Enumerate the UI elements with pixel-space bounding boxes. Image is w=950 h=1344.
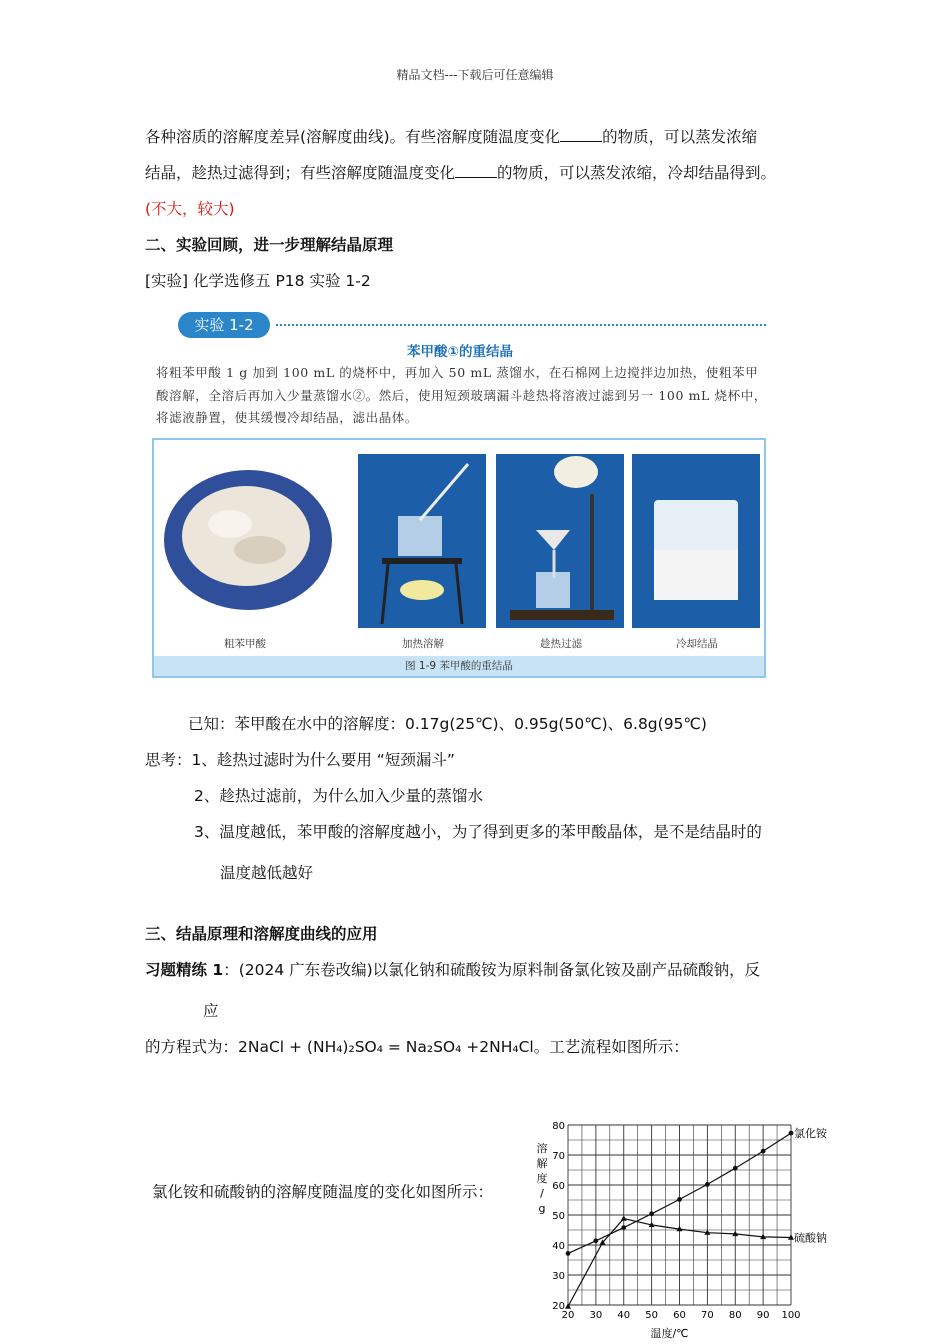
x-tick-label: 80 bbox=[728, 1310, 742, 1321]
y-axis-label-char: 度 bbox=[536, 1172, 548, 1185]
figure-caption: 图 1-9 苯甲酸的重结晶 bbox=[154, 656, 764, 676]
dotted-rule bbox=[276, 324, 766, 326]
answer-text: (不大，较大) bbox=[145, 200, 235, 218]
exercise-1-continued: 应 bbox=[203, 1002, 219, 1020]
data-point-circle bbox=[593, 1238, 598, 1243]
data-point-circle bbox=[761, 1149, 766, 1154]
y-tick-label: 50 bbox=[552, 1211, 565, 1222]
blank-1 bbox=[560, 127, 602, 142]
data-point-triangle bbox=[621, 1215, 627, 1220]
x-tick-label: 30 bbox=[589, 1310, 603, 1321]
x-tick-label: 60 bbox=[673, 1310, 686, 1321]
y-tick-label: 30 bbox=[552, 1271, 565, 1282]
crude-benzoic-acid-photo bbox=[160, 454, 336, 628]
heating-dissolve-photo bbox=[358, 454, 486, 628]
data-point-circle bbox=[705, 1182, 710, 1187]
series-label-2: 硫酸钠 bbox=[794, 1231, 827, 1245]
data-point-triangle bbox=[565, 1303, 571, 1308]
exercise-1-label: 习题精练 1 bbox=[145, 961, 224, 979]
x-tick-label: 90 bbox=[756, 1310, 770, 1321]
y-axis-label-char: / bbox=[540, 1187, 544, 1200]
chart-grid bbox=[568, 1125, 791, 1305]
caption-hot-filtration: 趁热过滤 bbox=[540, 638, 582, 650]
solubility-chart bbox=[536, 1116, 836, 1340]
x-tick-label: 40 bbox=[617, 1310, 631, 1321]
question-1: 思考：1、趁热过滤时为什么要用 “短颈漏斗” bbox=[145, 751, 455, 769]
y-axis-label-char: 溶 bbox=[536, 1142, 548, 1155]
data-point-circle bbox=[649, 1211, 654, 1216]
question-2: 2、趁热过滤前，为什么加入少量的蒸馏水 bbox=[194, 787, 483, 805]
section-3-heading: 三、结晶原理和溶解度曲线的应用 bbox=[145, 925, 378, 943]
y-axis-label-char: g bbox=[538, 1202, 546, 1215]
data-point-circle bbox=[789, 1131, 794, 1136]
data-point-circle bbox=[677, 1197, 682, 1202]
y-tick-label: 20 bbox=[552, 1301, 565, 1312]
x-axis-label: 温度/℃ bbox=[650, 1327, 689, 1340]
paragraph-line-1: 各种溶质的溶解度差异(溶解度曲线)。有些溶解度随温度变化 的物质，可以蒸发浓缩 bbox=[145, 128, 758, 146]
chart-series bbox=[565, 1126, 828, 1309]
chart-intro: 氯化铵和硫酸钠的溶解度随温度的变化如图所示： bbox=[152, 1183, 494, 1201]
caption-crude-benzoic-acid: 粗苯甲酸 bbox=[224, 638, 266, 650]
experiment-ref: [实验] 化学选修五 P18 实验 1-2 bbox=[145, 272, 371, 290]
y-tick-label: 60 bbox=[552, 1181, 565, 1192]
paragraph-line-2: 结晶，趁热过滤得到；有些溶解度随温度变化 的物质，可以蒸发浓缩，冷却结晶得到。 bbox=[145, 164, 777, 182]
reaction-equation: 的方程式为：2NaCl + (NH₄)₂SO₄ = Na₂SO₄ +2NH₄Cl。工艺流程如图所示： bbox=[145, 1038, 689, 1056]
y-tick-label: 80 bbox=[552, 1121, 565, 1132]
page-header: 精品文档---下载后可任意编辑 bbox=[396, 68, 554, 82]
x-tick-label: 20 bbox=[561, 1310, 575, 1321]
y-tick-label: 40 bbox=[552, 1241, 565, 1252]
caption-cooling-crystallization: 冷却结晶 bbox=[676, 638, 718, 650]
x-tick-label: 70 bbox=[701, 1310, 714, 1321]
x-tick-label: 50 bbox=[645, 1310, 658, 1321]
y-axis-label-char: 解 bbox=[536, 1157, 548, 1170]
x-tick-label: 100 bbox=[781, 1310, 801, 1321]
experiment-figure bbox=[150, 306, 770, 680]
cooling-crystallization-photo bbox=[632, 454, 760, 628]
blank-2 bbox=[455, 163, 497, 178]
figure-text: 将粗苯甲酸 1 g 加到 100 mL 的烧杯中，再加入 50 mL 蒸馏水，在石棉网上边搅拌边加热，使粗苯甲酸溶解，全溶后再加入少量蒸馏水②。然后，使用短颈玻璃漏斗趁热将溶液过滤到另一 100 mL 烧杯中，将滤液静置，使其缓慢冷却结晶，滤出晶体。 bbox=[156, 365, 767, 425]
series-label-1: 氯化铵 bbox=[794, 1127, 827, 1141]
question-3: 3、温度越低，苯甲酸的溶解度越小，为了得到更多的苯甲酸晶体，是不是结晶时的 bbox=[194, 823, 762, 841]
data-point-circle bbox=[621, 1225, 626, 1230]
question-3-continued: 温度越低越好 bbox=[220, 864, 314, 882]
experiment-badge: 实验 1-2 bbox=[178, 312, 270, 338]
exercise-1: 习题精练 1：(2024 广东卷改编)以氯化钠和硫酸铵为原料制备氯化铵及副产品硫酸钠，反 bbox=[145, 961, 761, 979]
chart-axes bbox=[537, 1121, 801, 1340]
figure-title: 苯甲酸①的重结晶 bbox=[407, 344, 513, 360]
data-point-circle bbox=[566, 1251, 571, 1256]
caption-heating-dissolve: 加热溶解 bbox=[402, 638, 444, 650]
data-point-circle bbox=[733, 1166, 738, 1171]
hot-filtration-photo bbox=[496, 454, 624, 628]
section-2-heading: 二、实验回顾，进一步理解结晶原理 bbox=[145, 236, 394, 254]
y-tick-label: 70 bbox=[552, 1151, 565, 1162]
photo-frame bbox=[152, 438, 766, 678]
known-solubility: 已知：苯甲酸在水中的溶解度：0.17g(25℃)、0.95g(50℃)、6.8g(95℃) bbox=[188, 715, 707, 733]
